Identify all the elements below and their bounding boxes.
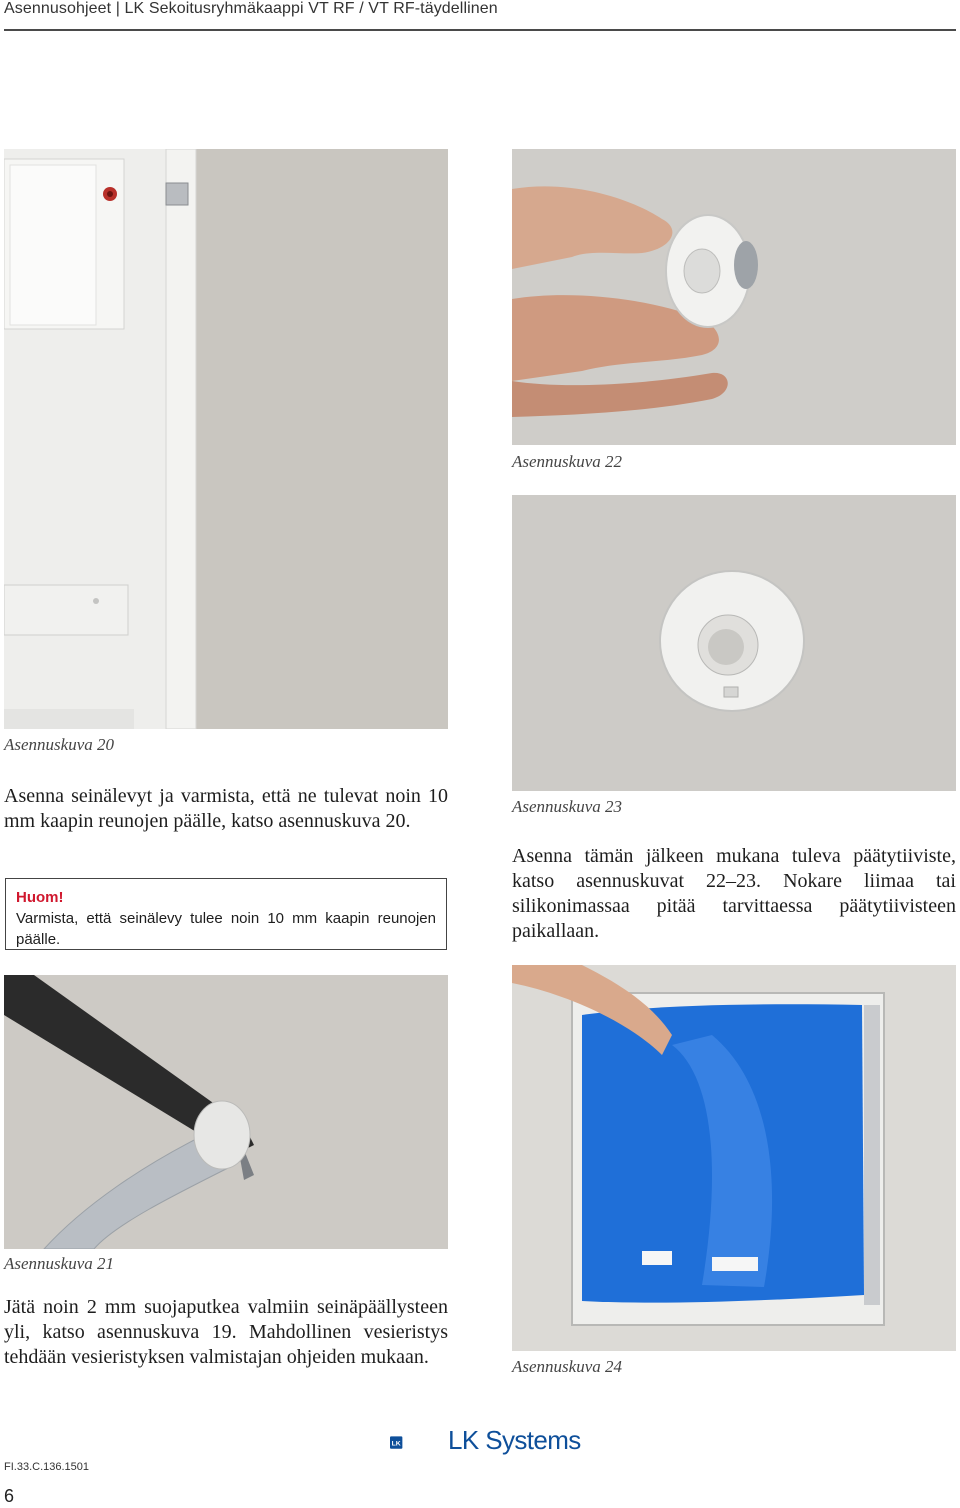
left-paragraph: Asenna seinälevyt ja varmista, että ne tulevat noin 10 mm kaapin reunojen päälle, katso asennuskuva 20. bbox=[4, 785, 448, 832]
header-rule bbox=[4, 29, 956, 31]
brand-name: LK Systems bbox=[448, 1425, 581, 1455]
figure-22-image bbox=[512, 149, 956, 445]
bottom-paragraph: Jätä noin 2 mm suojaputkea valmiin seinäpäällysteen yli, katso asennuskuva 19. Mahdollinen vesieristys tehdään vesieristyksen valmistajan ohjeiden mukaan. bbox=[4, 1296, 448, 1368]
right-paragraph: Asenna tämän jälkeen mukana tuleva päätytiiviste, katso asennuskuvat 22–23. Nokare liimaa tai silikonimassaa pitää tarvittaessa päätytiivisteen paikallaan. bbox=[512, 845, 956, 942]
note-box bbox=[5, 878, 447, 950]
lk-systems-logo bbox=[390, 1418, 440, 1468]
document-header: Asennusohjeet | LK Sekoitusryhmäkaappi VT RF / VT RF-täydellinen bbox=[4, 0, 498, 17]
figure-24-image bbox=[512, 965, 956, 1351]
note-text: Varmista, että seinälevy tulee noin 10 mm kaapin reunojen päälle. bbox=[16, 910, 436, 948]
figure-23-image bbox=[512, 495, 956, 791]
page-number: 6 bbox=[4, 1486, 15, 1506]
figure-20-image bbox=[4, 149, 448, 729]
note-title: Huom! bbox=[16, 889, 64, 906]
figure-21-caption: Asennuskuva 21 bbox=[4, 1254, 115, 1273]
figure-21-image bbox=[4, 975, 448, 1249]
document-code: FI.33.C.136.1501 bbox=[4, 1461, 90, 1473]
figure-24-caption: Asennuskuva 24 bbox=[512, 1357, 623, 1376]
figure-20-caption: Asennuskuva 20 bbox=[4, 735, 115, 754]
figure-22-caption: Asennuskuva 22 bbox=[512, 452, 623, 471]
figure-23-caption: Asennuskuva 23 bbox=[512, 797, 623, 816]
logo-mark-text: LK bbox=[391, 1440, 401, 1448]
